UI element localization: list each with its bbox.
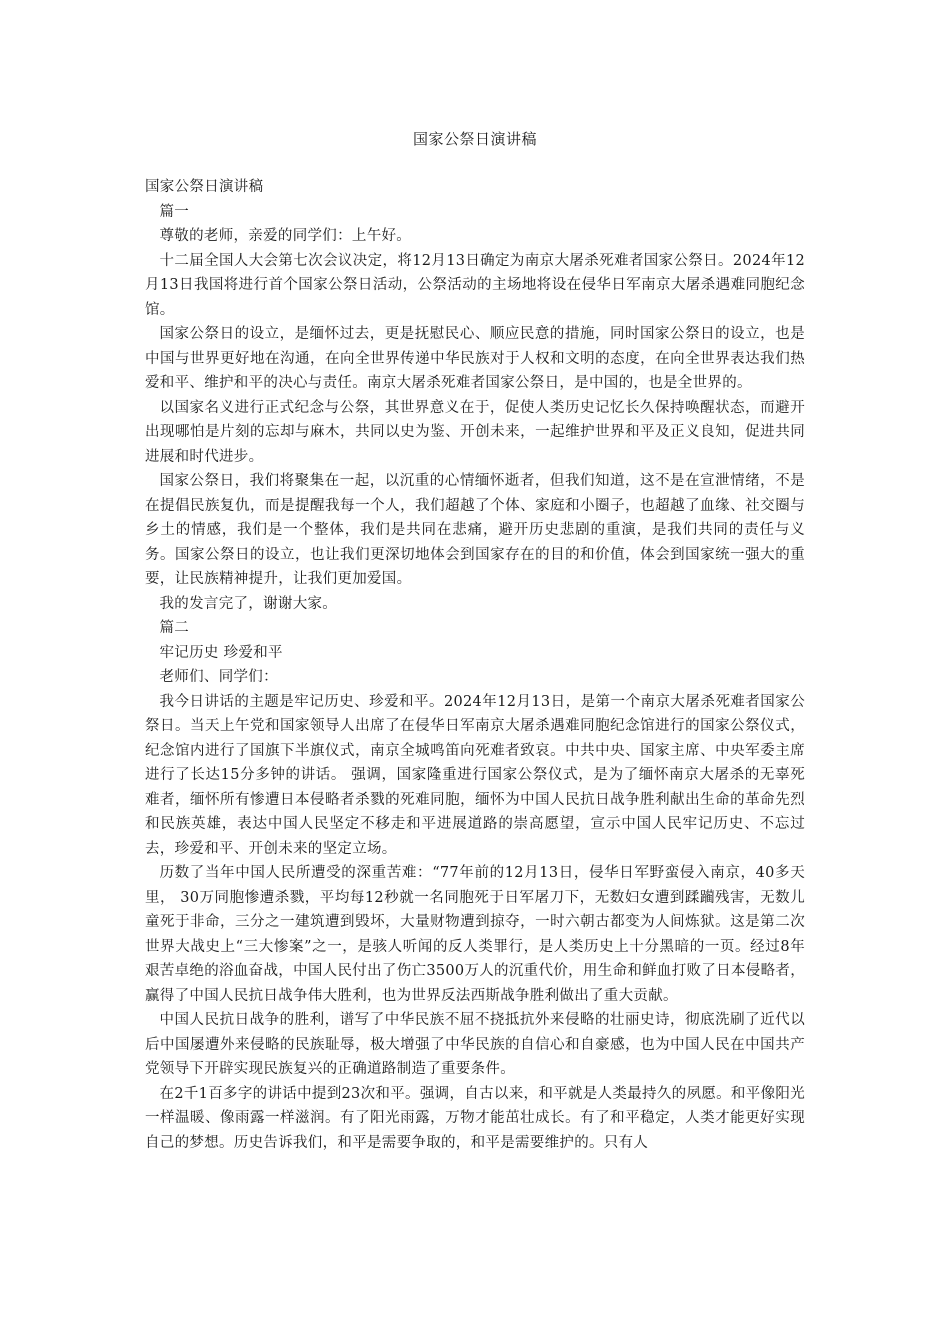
paragraph: 在2千1百多字的讲话中提到23次和平。强调，自古以来，和平就是人类最持久的夙愿。和平像阳光一样温暖、像雨露一样滋润。有了阳光雨露，万物才能茁壮成长。有了和平稳定，人类才能更好实现自己的梦想。历史告诉我们，和平是需要争取的，和平是需要维护的。只有人 xyxy=(145,1085,805,1151)
document-body xyxy=(145,175,805,1155)
document-title: 国家公祭日演讲稿 xyxy=(412,130,537,148)
paragraph: 国家公祭日，我们将聚集在一起，以沉重的心情缅怀逝者，但我们知道，这不是在宣泄情绪，不是在提倡民族复仇，而是提醒我每一个人，我们超越了个体、家庭和小圈子，也超越了血缘、社交圈与乡土的情感，我们是一个整体，我们是共同在悲痛，避开历史悲剧的重演，是我们共同的责任与义务。国家公祭日的设立，也让我们更深切地体会到国家存在的目的和价值，体会到国家统一强大的重要，让民族精神提升，让我们更加爱国。 xyxy=(145,473,805,587)
closing-1: 我的发言完了，谢谢大家。 xyxy=(159,595,338,612)
paragraph: 中国人民抗日战争的胜利，谱写了中华民族不屈不挠抵抗外来侵略的壮丽史诗，彻底洗刷了近代以后中国屡遭外来侵略的民族耻辱，极大增强了中华民族的自信心和自豪感，也为中国人民在中国共产党领导下开辟实现民族复兴的正确道路制造了重要条件。 xyxy=(145,1012,805,1077)
salutation-2: 老师们、同学们： xyxy=(159,669,278,685)
paragraph: 以国家名义进行正式纪念与公祭，其世界意义在于，促使人类历史记忆长久保持唤醒状态，而避开出现哪怕是片刻的忘却与麻木，共同以史为鉴、开创未来，一起维护世界和平及正义良知，促进共同进展和时代进步。 xyxy=(145,399,805,465)
paragraph: 国家公祭日的设立，是缅怀过去，更是抚慰民心、顺应民意的措施，同时国家公祭日的设立，也是中国与世界更好地在沟通，在向全世界传递中华民族对于人权和文明的态度，在向全世界表达我们热爱和平、维护和平的决心与责任。南京大屠杀死难者国家公祭日，是中国的，也是全世界的。 xyxy=(145,326,805,391)
paragraph: 我今日讲话的主题是牢记历史、珍爱和平。2024年12月13日，是第一个南京大屠杀死难者国家公祭日。当天上午党和国家领导人出席了在侵华日军南京大屠杀遇难同胞纪念馆进行的国家公祭仪式，纪念馆内进行了国旗下半旗仪式，南京全城鸣笛向死难者致哀。中共中央、国家主席、中央军委主席进行了长达15分多钟的讲话。 强调，国家隆重进行国家公祭仪式，是为了缅怀南京大屠杀的无辜死难者，缅怀所有惨遭日本侵略者杀戮的死难同胞，缅怀为中国人民抗日战争胜利献出生命的革命先烈和民族英雄，表达中国人民坚定不移走和平进展道路的崇高愿望，宣示中国人民牢记历史、不忘过去，珍爱和平、开创未来的坚定立场。 xyxy=(145,693,805,857)
section-label-1: 篇一 xyxy=(159,203,190,220)
paragraph: 十二届全国人大会第七次会议决定，将12月13日确定为南京大屠杀死难者国家公祭日。2024年12月13日我国将进行首个国家公祭日活动，公祭活动的主场地将设在侵华日军南京大屠杀遇难同胞纪念馆。 xyxy=(145,252,805,318)
salutation-1: 尊敬的老师，亲爱的同学们：上午好。 xyxy=(159,228,412,244)
body-heading: 国家公祭日演讲稿 xyxy=(145,179,264,195)
section-label-2: 篇二 xyxy=(159,620,190,636)
speech-title-2: 牢记历史 珍爱和平 xyxy=(159,644,283,661)
paragraph: 历数了当年中国人民所遭受的深重苦难：“77年前的12月13日，侵华日军野蛮侵入南京，40多天里， 30万同胞惨遭杀戮，平均每12秒就一名同胞死于日军屠刀下，无数妇女遭到蹂躏残害，无数儿童死于非命，三分之一建筑遭到毁坏，大量财物遭到掠夺，一时六朝古都变为人间炼狱。这是第二次世界大战史上“三大惨案”之一，是骇人听闻的反人类罪行，是人类历史上十分黑暗的一页。经过8年艰苦卓绝的浴血奋战，中国人民付出了伤亡3500万人的沉重代价，用生命和鲜血打败了日本侵略者，赢得了中国人民抗日战争伟大胜利，也为世界反法西斯战争胜利做出了重大贡献。 xyxy=(145,865,805,1004)
